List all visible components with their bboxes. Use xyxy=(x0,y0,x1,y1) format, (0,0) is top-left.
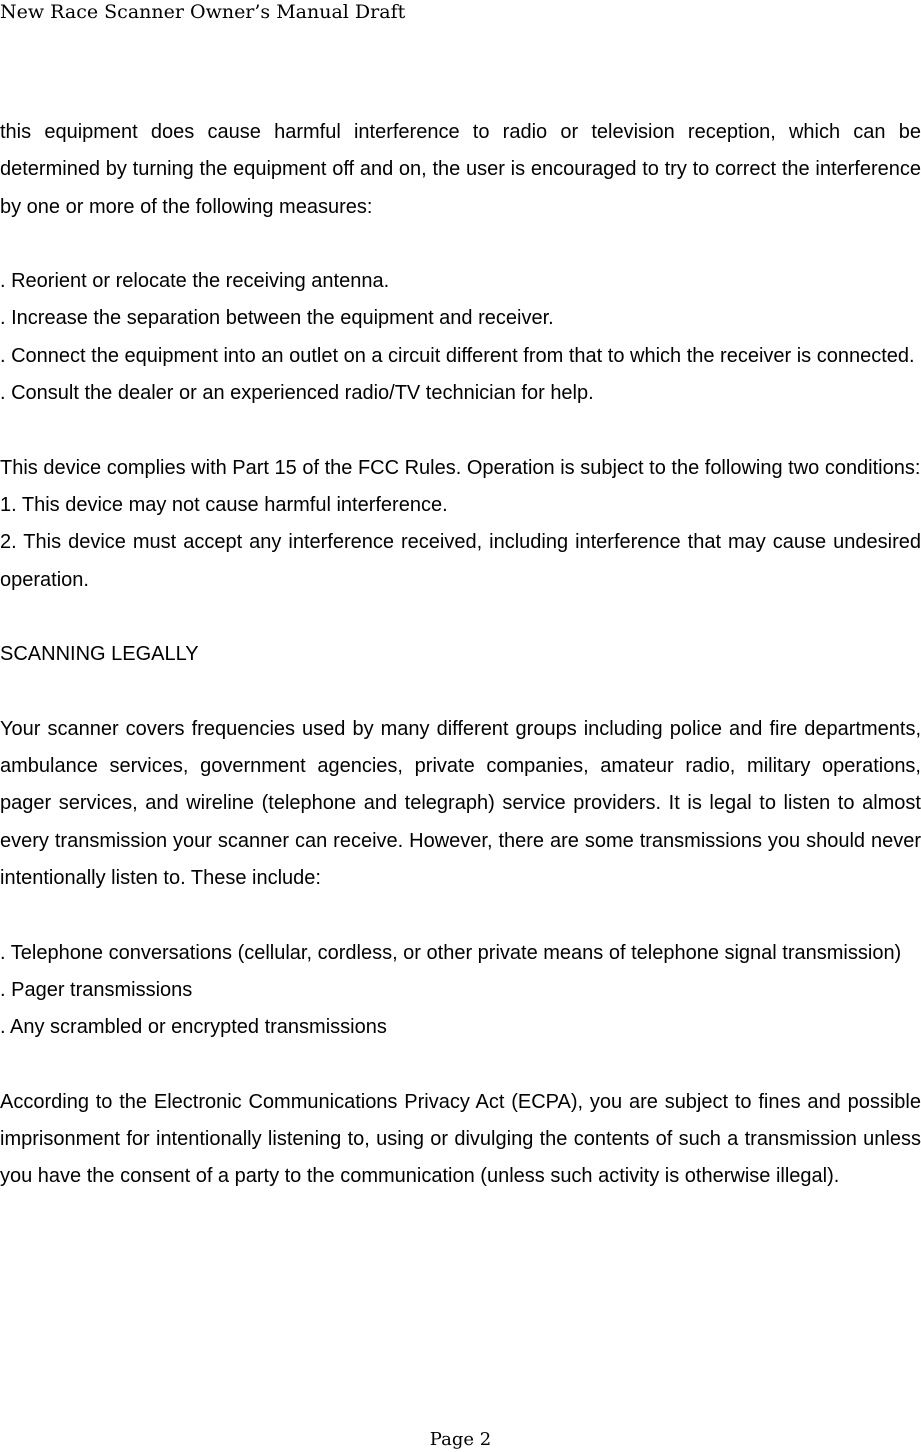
fcc-condition: 1. This device may not cause harmful interference. xyxy=(0,493,448,516)
legal-paragraph: Your scanner covers frequencies used by many different groups including police and fire departments, ambulance services, government agencies, private companies, amateur radio, military operations, pager services, and wireline (telephone and telegraph) service providers. It is legal to listen to almost every transmission your scanner can receive. However, there are some transmissions you should never intentionally listen to. These include: xyxy=(0,717,921,889)
page-header: New Race Scanner Owner’s Manual Draft xyxy=(0,1,406,23)
document-body xyxy=(0,114,921,1196)
restricted-item: . Pager transmissions xyxy=(0,978,193,1001)
spacer xyxy=(0,412,921,449)
restricted-item: . Telephone conversations (cellular, cordless, or other private means of telephone signal transmission) xyxy=(0,941,902,964)
measure-item: . Connect the equipment into an outlet on a circuit different from that to which the receiver is connected. xyxy=(0,344,915,367)
measure-item: . Consult the dealer or an experienced radio/TV technician for help. xyxy=(0,382,594,405)
page-number: Page 2 xyxy=(429,1429,492,1450)
fcc-condition: 2. This device must accept any interference received, including interference that may cause undesired operation. xyxy=(0,531,921,591)
spacer xyxy=(0,1046,921,1083)
spacer xyxy=(0,897,921,934)
measure-item: . Increase the separation between the equipment and receiver. xyxy=(0,307,554,330)
spacer xyxy=(0,226,921,263)
spacer xyxy=(0,599,921,636)
section-heading: SCANNING LEGALLY xyxy=(0,643,199,666)
intro-paragraph: this equipment does cause harmful interference to radio or television reception, which can be determined by turning the equipment off and on, the user is encouraged to try to correct the interference by one or more of the following measures: xyxy=(0,121,921,218)
spacer xyxy=(0,673,921,710)
measure-item: . Reorient or relocate the receiving antenna. xyxy=(0,270,390,293)
restricted-item: . Any scrambled or encrypted transmissions xyxy=(0,1016,387,1039)
fcc-statement: This device complies with Part 15 of the FCC Rules. Operation is subject to the following two conditions: xyxy=(0,456,921,479)
ecpa-paragraph: According to the Electronic Communications Privacy Act (ECPA), you are subject to fines and possible imprisonment for intentionally listening to, using or divulging the contents of such a transmission unless you have the consent of a party to the communication (unless such activity is otherwise illegal). xyxy=(0,1090,921,1188)
